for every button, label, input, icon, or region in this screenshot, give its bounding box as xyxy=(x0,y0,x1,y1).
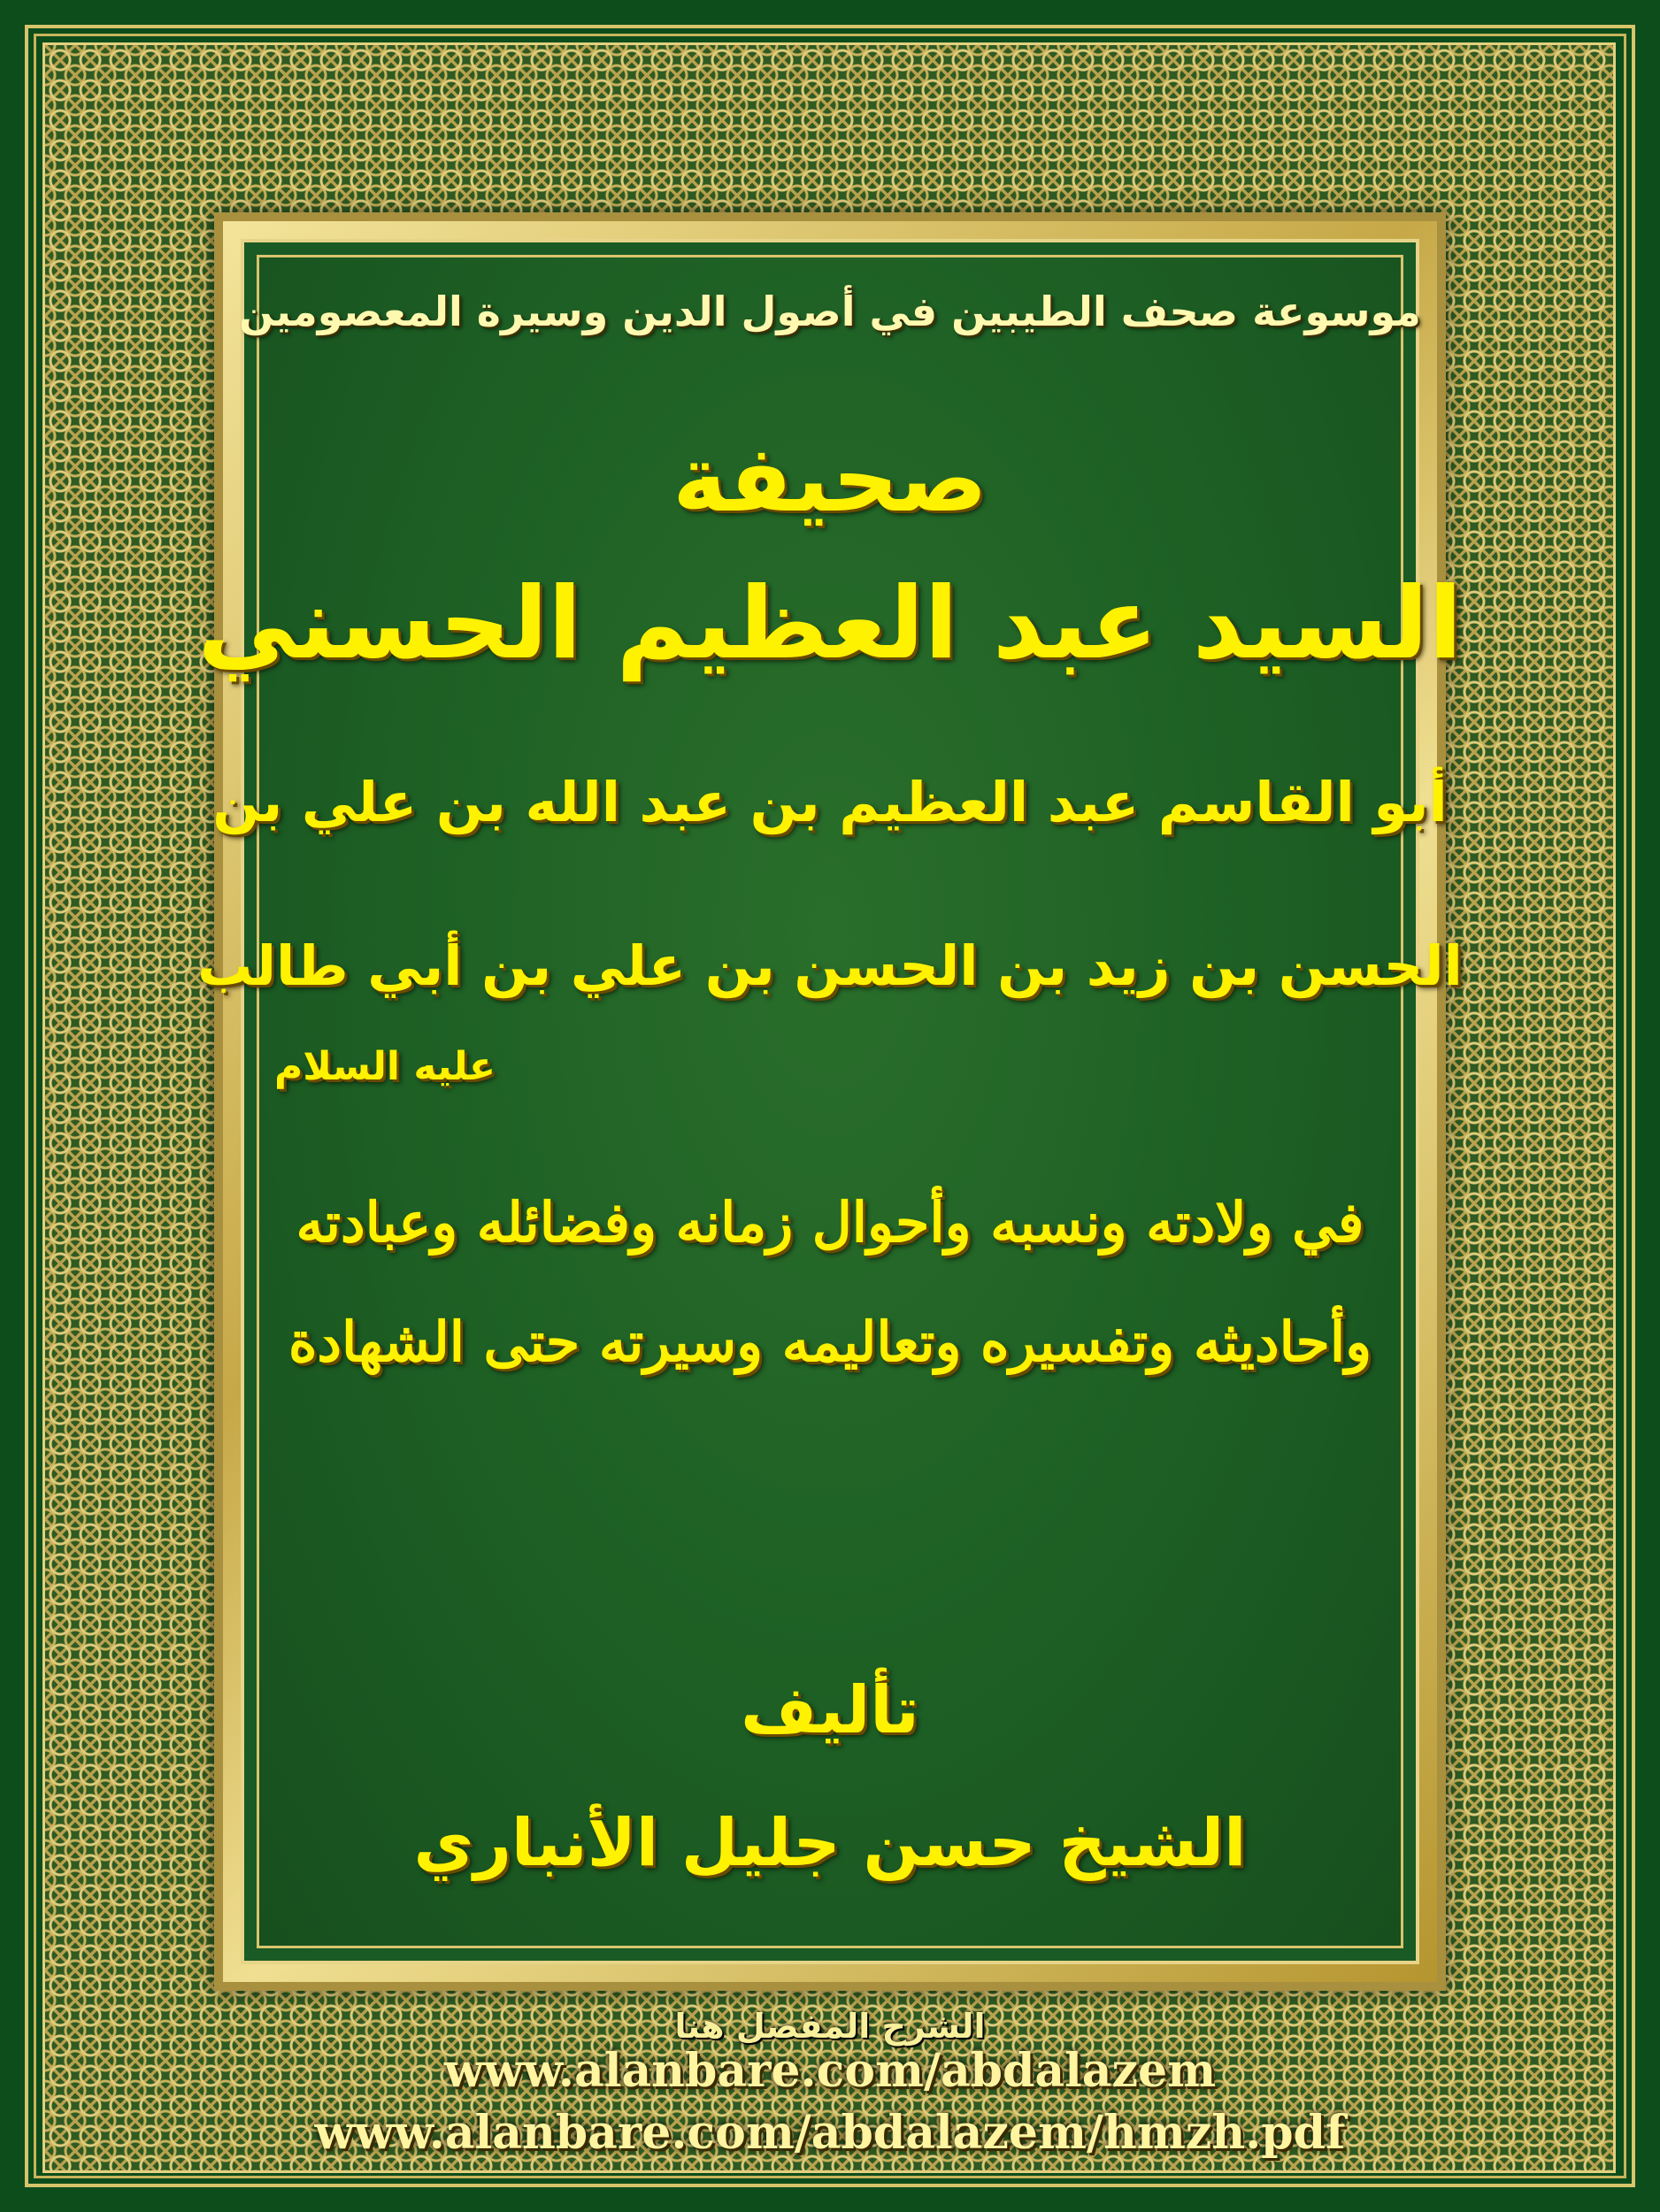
lineage-line-1: أبو القاسم عبد العظيم بن عبد الله بن علي بن xyxy=(212,770,1448,834)
book-title-line-1: صحيفة xyxy=(672,425,988,533)
peace-blessing: عليه السلام xyxy=(273,1044,496,1089)
authorship-label: تأليف xyxy=(741,1672,919,1748)
description-line-1: في ولادته ونسبه وأحوال زمانه وفضائله وعبادته xyxy=(296,1190,1364,1255)
description-line-2: وأحاديثه وتفسيره وتعاليمه وسيرته حتى الشهادة xyxy=(288,1310,1372,1374)
website-link-2[interactable]: www.alanbare.com/abdalazem/hmzh.pdf xyxy=(314,2106,1346,2160)
author-name: الشيخ حسن جليل الأنباري xyxy=(413,1805,1247,1881)
series-title: موسوعة صحف الطيبين في أصول الدين وسيرة المعصومين xyxy=(239,288,1421,335)
website-link-1[interactable]: www.alanbare.com/abdalazem xyxy=(443,2044,1217,2098)
book-title-line-2: السيد عبد العظيم الحسني xyxy=(197,566,1463,681)
footer-note: الشرح المفصل هنا xyxy=(674,2007,986,2046)
lineage-line-2: الحسن بن زيد بن الحسن بن علي بن أبي طالب xyxy=(197,933,1463,998)
